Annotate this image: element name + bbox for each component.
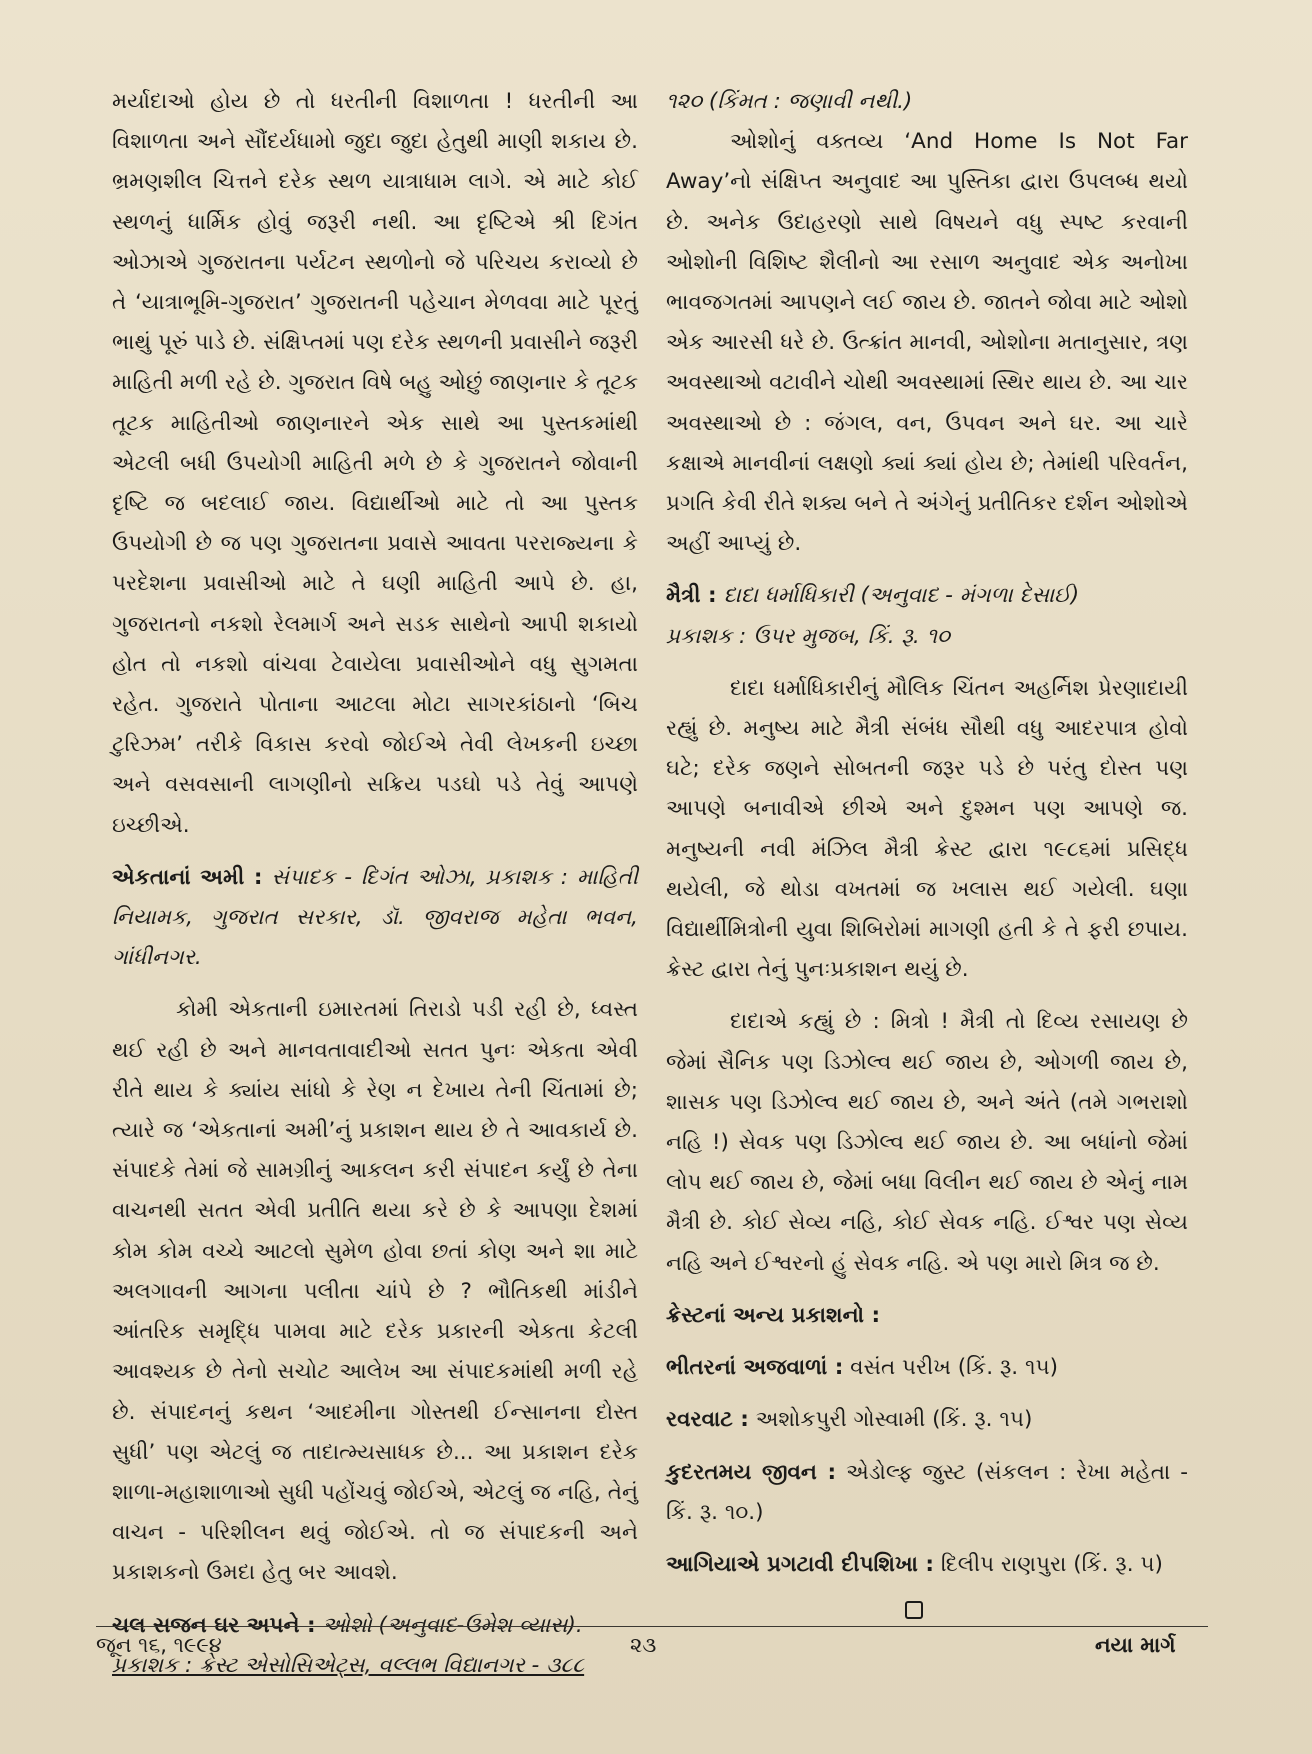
maitri-quote-text: દાદાએ કહ્યું છે : મિત્રો ! મૈત્રી તો દિવ્ય રસાયણ છે જેમાં સૈનિક પણ ડિઝોલ્વ થઈ જાય છે, ઓગળી જાય છે, શાસક પણ ડિઝોલ્વ થઈ જાય છે, અને અંતે (તમે ગભરાશો નહિ !) સેવક પણ ડિઝોલ્વ થઈ જાય છે. આ બધાંનો જેમાં લોપ થઈ જાય છે, જેમાં બધા વિલીન થઈ જાય છે એનું નામ મૈત્રી છે. કોઈ સેવ્ય નહિ, કોઈ સેવક નહિ. ઈશ્વર પણ સેવ્ય નહિ અને ઈશ્વરનો હું સેવક નહિ. એ પણ મારો મિત્ર જ છે. [666,1009,1188,1276]
ektana-ami-title: એકતાનાં અમી : [112,864,263,890]
chal-sajan-publisher: પ્રકાશક : ક્રેસ્ટ એસોસિએટ્સ, વલ્લભ વિદ્યાનગર - ૩૮૮ [112,1652,585,1678]
other-publications-heading: ક્રેસ્ટનાં અન્ય પ્રકાશનો : [666,1302,881,1328]
book-title: આગિયાએ પ્રગટાવી દીપશિખા : [666,1551,934,1577]
price-line: ૧૨૦ (કિંમત : જણાવી નથી.) [666,89,913,114]
book-item [666,1545,1188,1585]
footer-date: જૂન ૧૬, ૧૯૯૪ [96,1633,222,1657]
ektana-ami-review-text: કોમી એકતાની ઇમારતમાં તિરાડો પડી રહી છે, ધ્વસ્ત થઈ રહી છે અને માનવતાવાદીઓ સતત પુનઃ એકતા એવી રીતે થાય કે ક્યાંય સાંધો કે રેણ ન દેખાય તેની ચિંતામાં છે; ત્યારે જ ‘એકતાનાં અમી’નું પ્રકાશન થાય છે તે આવકાર્ય છે. સંપાદકે તેમાં જે સામગ્રીનું આકલન કરી સંપાદન કર્યું છે તેના વાચનથી સતત એવી પ્રતીતિ થયા કરે છે કે આપણા દેશમાં કોમ કોમ વચ્ચે આટલો સુમેળ હોવા છતાં કોણ અને શા માટે અલગાવની આગના પલીતા ચાંપે છે ? ભૌતિકથી માંડીને આંતરિક સમૃદ્ધિ પામવા માટે દરેક પ્રકારની એકતા કેટલી આવશ્યક છે તેનો સચોટ આલેખ આ સંપાદકમાંથી મળી રહે છે. સંપાદનનું કથન ‘આદમીના ગોસ્તથી ઈન્સાનના દોસ્ત સુધી’ પણ એટલું જ તાદાત્મ્યસાધક છે... આ પ્રકાશન દરેક શાળા-મહાશાળાઓ સુધી પહોંચવું જોઈએ, એટલું જ નહિ, તેનું વાચન - પરિશીલન થવું જોઈએ. તો જ સંપાદકની અને પ્રકાશકનો ઉમદા હેતુ બર આવશે. [112,997,638,1586]
book-detail: દિલીપ રાણપુરા (કિં. રૂ. ૫) [940,1551,1163,1577]
book-detail: વસંત પરીખ (કિં. રૂ. ૧૫) [850,1355,1059,1381]
maitri-publisher: પ્રકાશક : ઉપર મુજબ, કિં. રૂ. ૧૦ [666,623,950,649]
book-detail: અશોકપુરી ગોસ્વામી (કિં. રૂ. ૧૫) [755,1407,1033,1433]
right-column [666,82,1188,1585]
footer-rule [96,1626,1208,1627]
osho-review-text: ઓશોનું વક્તવ્ય ‘And Home Is Not Far Away’નો સંક્ષિપ્ત અનુવાદ આ પુસ્તિકા દ્વારા ઉપલબ્ધ થયો છે. અનેક ઉદાહરણો સાથે વિષયને વધુ સ્પષ્ટ કરવાની ઓશોની વિશિષ્ટ શૈલીનો આ રસાળ અનુવાદ એક અનોખા ભાવજગતમાં આપણને લઈ જાય છે. જાતને જોવા માટે ઓશો એક આરસી ધરે છે. ઉત્ક્રાંત માનવી, ઓશોના મતાનુસાર, ત્રણ અવસ્થાઓ વટાવીને ચોથી અવસ્થામાં સ્થિર થાય છે. આ ચાર અવસ્થાઓ છે : જંગલ, વન, ઉપવન અને ઘર. આ ચારે કક્ષાએ માનવીનાં લક્ષણો ક્યાં ક્યાં હોય છે; તેમાંથી પરિવર્તન, પ્રગતિ કેવી રીતે શક્ય બને તે અંગેનું પ્રતીતિકર દર્શન ઓશોએ અહીં આપ્યું છે. [666,129,1188,557]
page-number: ૨૩ [630,1633,657,1657]
chal-sajan-meta: ઓશો (અનુવાદ-ઉમેશ વ્યાસ). [322,1612,583,1638]
book-item [666,1453,1188,1533]
book-detail: એડોલ્ફ જુસ્ટ (સંકલન : રેખા મહેતા - કિં. રૂ. ૧૦.) [666,1459,1188,1525]
maitri-meta: દાદા ધર્માધિકારી (અનુવાદ - મંગળા દેસાઈ) [723,583,1080,609]
book-item [666,1400,1188,1440]
chal-sajan-title: ચલ સજન ઘર અપને : [112,1612,316,1638]
book-title: કુદરતમય જીવન : [666,1459,837,1485]
ektana-ami-heading [112,858,638,979]
left-column [112,82,638,1686]
book-title: ભીતરનાં અજવાળાં : [666,1355,844,1381]
book-item [666,1348,1188,1388]
maitri-review-text: દાદા ધર્માધિકારીનું મૌલિક ચિંતન અહર્નિશ પ્રેરણાદાયી રહ્યું છે. મનુષ્ય માટે મૈત્રી સંબંધ સૌથી વધુ આદરપાત્ર હોવો ઘટે; દરેક જણને સોબતની જરૂર પડે છે પરંતુ દોસ્ત પણ આપણે બનાવીએ છીએ અને દુશ્મન પણ આપણે જ. મનુષ્યની નવી મંઝિલ મૈત્રી ક્રેસ્ટ દ્વારા ૧૯૮૬માં પ્રસિદ્ધ થયેલી, જે થોડા વખતમાં જ ખલાસ થઈ ગયેલી. ઘણા વિદ્યાર્થીમિત્રોની યુવા શિબિરોમાં માગણી હતી કે તે ફરી છપાય. ક્રેસ્ટ દ્વારા તેનું પુનઃપ્રકાશન થયું છે. [666,675,1188,983]
ektana-ami-meta: સંપાદક - દિગંત ઓઝા, પ્રકાશક : માહિતી નિયામક, ગુજરાત સરકાર, ડૉ. જીવરાજ મહેતા ભવન, ગાંધીનગર. [112,864,638,971]
end-of-article-square-icon [905,1601,923,1619]
magazine-name: નયા માર્ગ [1095,1633,1176,1657]
yatrabhumi-review-text: મર્યાદાઓ હોય છે તો ધરતીની વિશાળતા ! ધરતીની આ વિશાળતા અને સૌંદર્યધામો જુદા જુદા હેતુથી માણી શકાય છે. ભ્રમણશીલ ચિત્તને દરેક સ્થળ યાત્રાધામ લાગે. એ માટે કોઈ સ્થળનું ધાર્મિક હોવું જરૂરી નથી. આ દૃષ્ટિએ શ્રી દિગંત ઓઝાએ ગુજરાતના પર્યટન સ્થળોનો જે પરિચય કરાવ્યો છે તે ‘યાત્રાભૂમિ-ગુજરાત’ ગુજરાતની પહેચાન મેળવવા માટે પૂરતું ભાથું પૂરું પાડે છે. સંક્ષિપ્તમાં પણ દરેક સ્થળની પ્રવાસીને જરૂરી માહિતી મળી રહે છે. ગુજરાત વિષે બહુ ઓછું જાણનાર કે તૂટક તૂટક માહિતીઓ જાણનારને એક સાથે આ પુસ્તકમાંથી એટલી બધી ઉપયોગી માહિતી મળે છે કે ગુજરાતને જોવાની દૃષ્ટિ જ બદલાઈ જાય. વિદ્યાર્થીઓ માટે તો આ પુસ્તક ઉપયોગી છે જ પણ ગુજરાતના પ્રવાસે આવતા પરરાજ્યના કે પરદેશના પ્રવાસીઓ માટે તે ઘણી માહિતી આપે છે. હા, ગુજરાતનો નકશો રેલમાર્ગ અને સડક સાથેનો આપી શકાયો હોત તો નકશો વાંચવા ટેવાયેલા પ્રવાસીઓને વધુ સુગમતા રહેત. ગુજરાતે પોતાના આટલા મોટા સાગરકાંઠાનો ‘બિચ ટુરિઝમ’ તરીકે વિકાસ કરવો જોઈએ તેવી લેખકની ઇચ્છા અને વસવસાની લાગણીનો સક્રિય પડઘો પડે તેવું આપણે ઇચ્છીએ. [112,89,638,838]
maitri-title: મૈત્રી : [666,583,717,609]
maitri-heading [666,576,1188,616]
book-title: રવરવાટ : [666,1407,749,1433]
